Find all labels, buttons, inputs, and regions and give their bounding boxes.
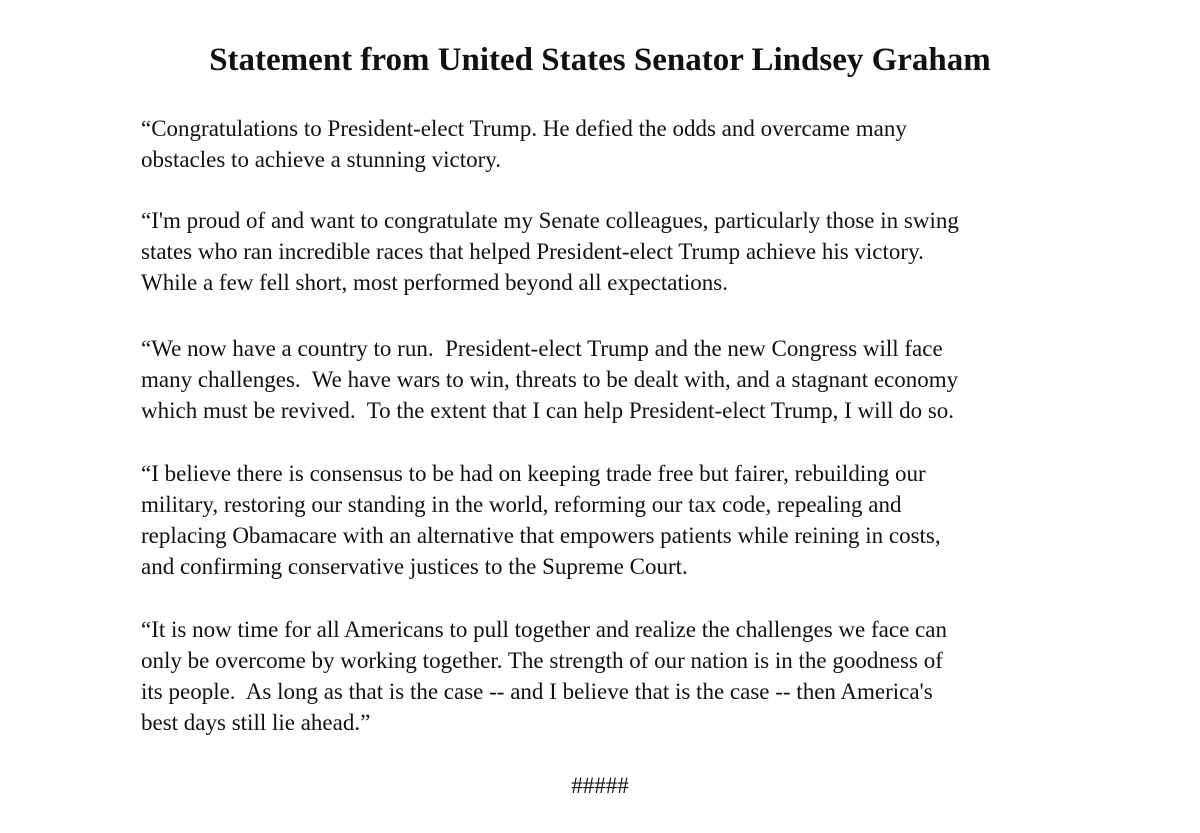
paragraph-line: states who ran incredible races that helped President-elect Trump achieve his victory. <box>141 239 924 264</box>
paragraph-line: its people. As long as that is the case -- and I believe that is the case -- then America's <box>141 679 933 704</box>
paragraph-line: “We now have a country to run. President-elect Trump and the new Congress will face <box>141 336 943 361</box>
paragraph-line: which must be revived. To the extent that I can help President-elect Trump, I will do so. <box>141 398 955 423</box>
paragraph-senate-colleagues <box>141 205 1081 298</box>
paragraph-line: “I'm proud of and want to congratulate my Senate colleagues, particularly those in swing <box>141 208 959 233</box>
paragraph-line: While a few fell short, most performed beyond all expectations. <box>141 270 728 295</box>
paragraph-line: “It is now time for all Americans to pull together and realize the challenges we face can <box>141 617 947 642</box>
paragraph-line: and confirming conservative justices to the Supreme Court. <box>141 554 688 579</box>
paragraph-line: many challenges. We have wars to win, threats to be dealt with, and a stagnant economy <box>141 367 959 392</box>
paragraph-line: replacing Obamacare with an alternative that empowers patients while reining in costs, <box>141 523 941 548</box>
paragraph-pull-together <box>141 614 1081 738</box>
paragraph-line: military, restoring our standing in the world, reforming our tax code, repealing and <box>141 492 902 517</box>
paragraph-consensus <box>141 458 1081 582</box>
paragraph-line: “Congratulations to President-elect Trump. He defied the odds and overcame many <box>141 116 907 141</box>
paragraph-line: best days still lie ahead.” <box>141 710 371 735</box>
paragraph-congratulations <box>141 113 1081 175</box>
end-mark: ##### <box>571 773 629 798</box>
paragraph-line: “I believe there is consensus to be had on keeping trade free but fairer, rebuilding our <box>141 461 926 486</box>
paragraph-line: only be overcome by working together. The strength of our nation is in the goodness of <box>141 648 943 673</box>
paragraph-country-to-run <box>141 333 1081 426</box>
paragraph-line: obstacles to achieve a stunning victory. <box>141 147 502 172</box>
statement-title: Statement from United States Senator Lindsey Graham <box>209 42 991 78</box>
